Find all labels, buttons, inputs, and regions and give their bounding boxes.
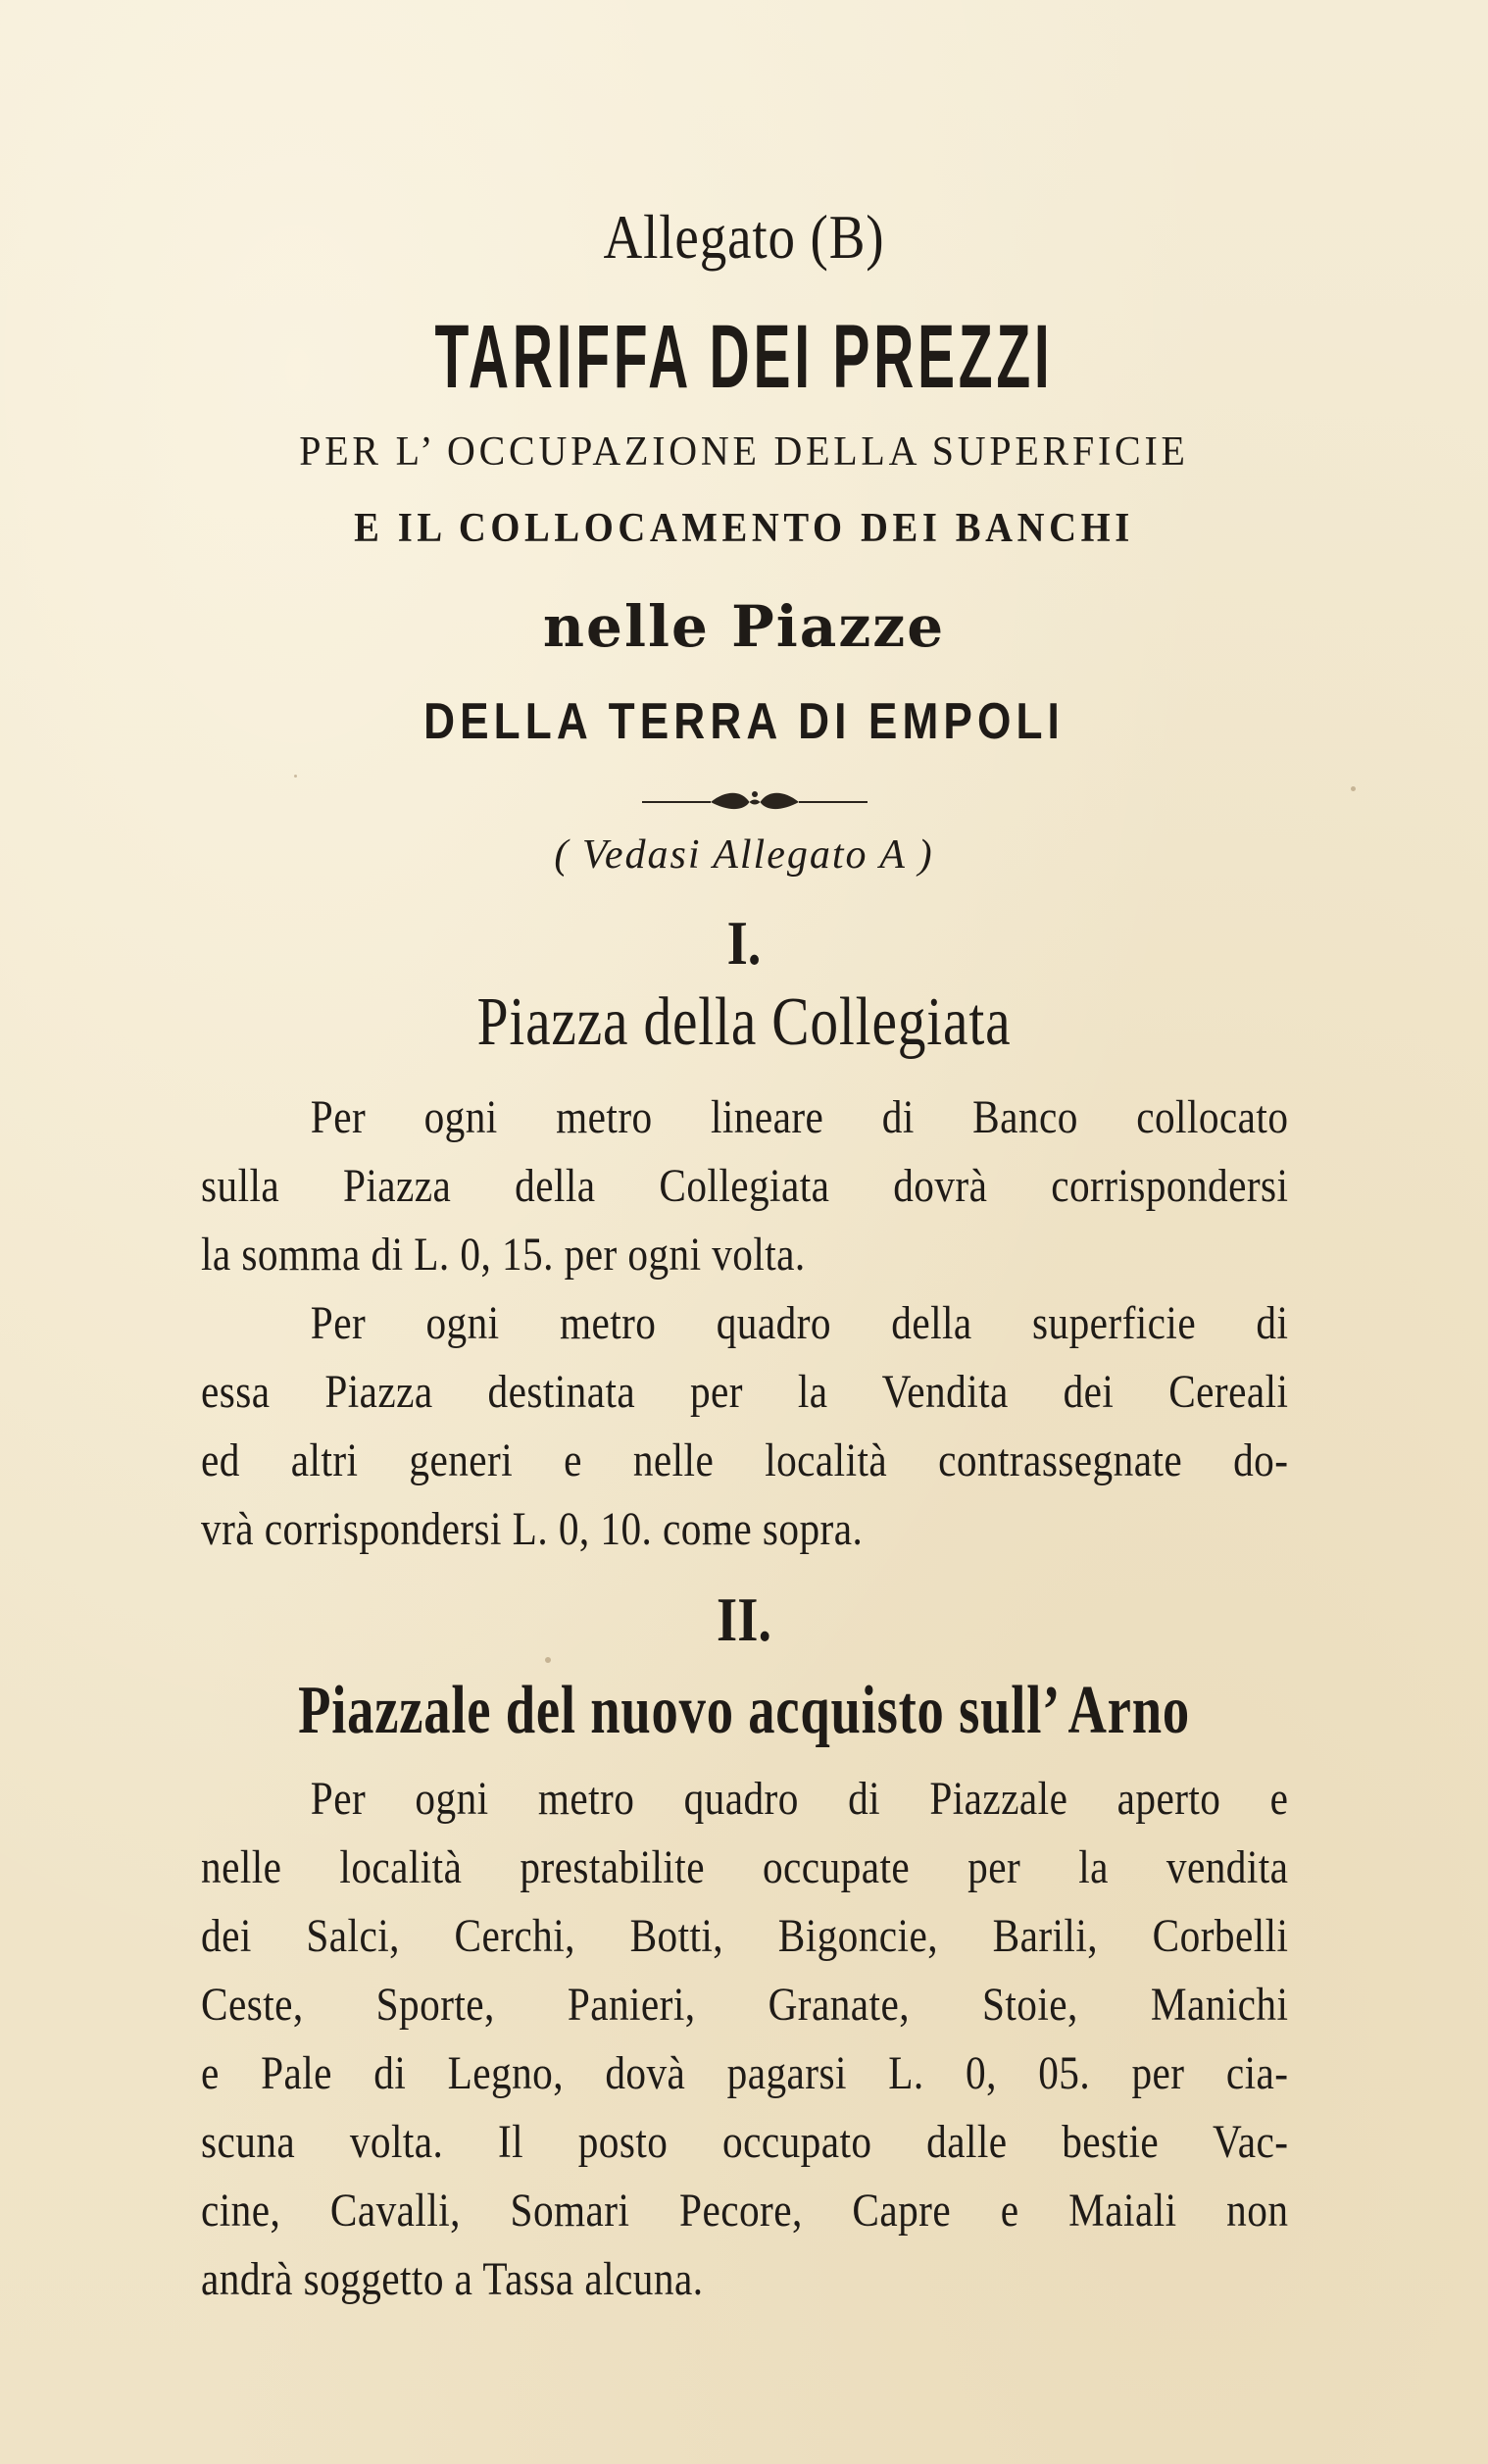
paragraph-line: dei Salci, Cerchi, Botti, Bigoncie, Barili, Corbelli [201,1910,1289,1962]
section-numeral-1: I. [726,908,762,978]
paragraph-line: andrà soggetto a Tassa alcuna. [201,2253,704,2305]
paragraph-1 [201,1083,1289,1289]
subtitle-line-2: E IL COLLOCAMENTO DEI BANCHI [354,506,1134,551]
attachment-label: Allegato (B) [603,202,885,272]
section-heading-1: Piazza della Collegiata [476,984,1012,1060]
paragraph-line: la somma di L. 0, 15. per ogni volta. [201,1229,806,1281]
paragraph-line: essa Piazza destinata per la Vendita dei Cereali [201,1366,1289,1418]
paragraph-line: sulla Piazza della Collegiata dovrà corrispondersi [201,1160,1289,1212]
paragraph-line: scuna volta. Il posto occupato dalle bestie Vac- [201,2116,1289,2168]
document-title: TARIFFA DEI PREZZI [434,307,1054,407]
paragraph-line: Ceste, Sporte, Panieri, Granate, Stoie, Manichi [201,1979,1289,2031]
paper-speck [1351,786,1356,791]
reference-note: ( Vedasi Allegato A ) [554,832,934,878]
subtitle-line-4: DELLA TERRA DI EMPOLI [423,693,1065,750]
paragraph-line: nelle località prestabilite occupate per la vendita [201,1841,1289,1893]
paragraph-line: Per ogni metro quadro della superficie di [310,1297,1289,1349]
subtitle-line-1: PER L’ OCCUPAZIONE DELLA SUPERFICIE [299,429,1189,475]
paper-speck [545,1657,551,1663]
paragraph-line: ed altri generi e nelle località contrassegnate do- [201,1434,1289,1486]
ornament-divider-icon [642,784,868,820]
paragraph-line: Per ogni metro lineare di Banco collocato [310,1091,1289,1143]
paragraph-2 [201,1289,1289,1564]
section-numeral-2: II. [717,1584,771,1654]
paragraph-line: Per ogni metro quadro di Piazzale aperto e [310,1773,1289,1825]
paragraph-line: e Pale di Legno, dovà pagarsi L. 0, 05. per cia- [201,2047,1289,2099]
paragraph-3 [201,1765,1289,2314]
paper-speck [294,775,297,778]
section-heading-2: Piazzale del nuovo acquisto sull’ Arno [298,1673,1190,1748]
paragraph-line: vrà corrispondersi L. 0, 10. come sopra. [201,1503,864,1555]
paragraph-line: cine, Cavalli, Somari Pecore, Capre e Maiali non [201,2185,1289,2237]
subtitle-line-3: nelle Piazze [542,593,946,660]
